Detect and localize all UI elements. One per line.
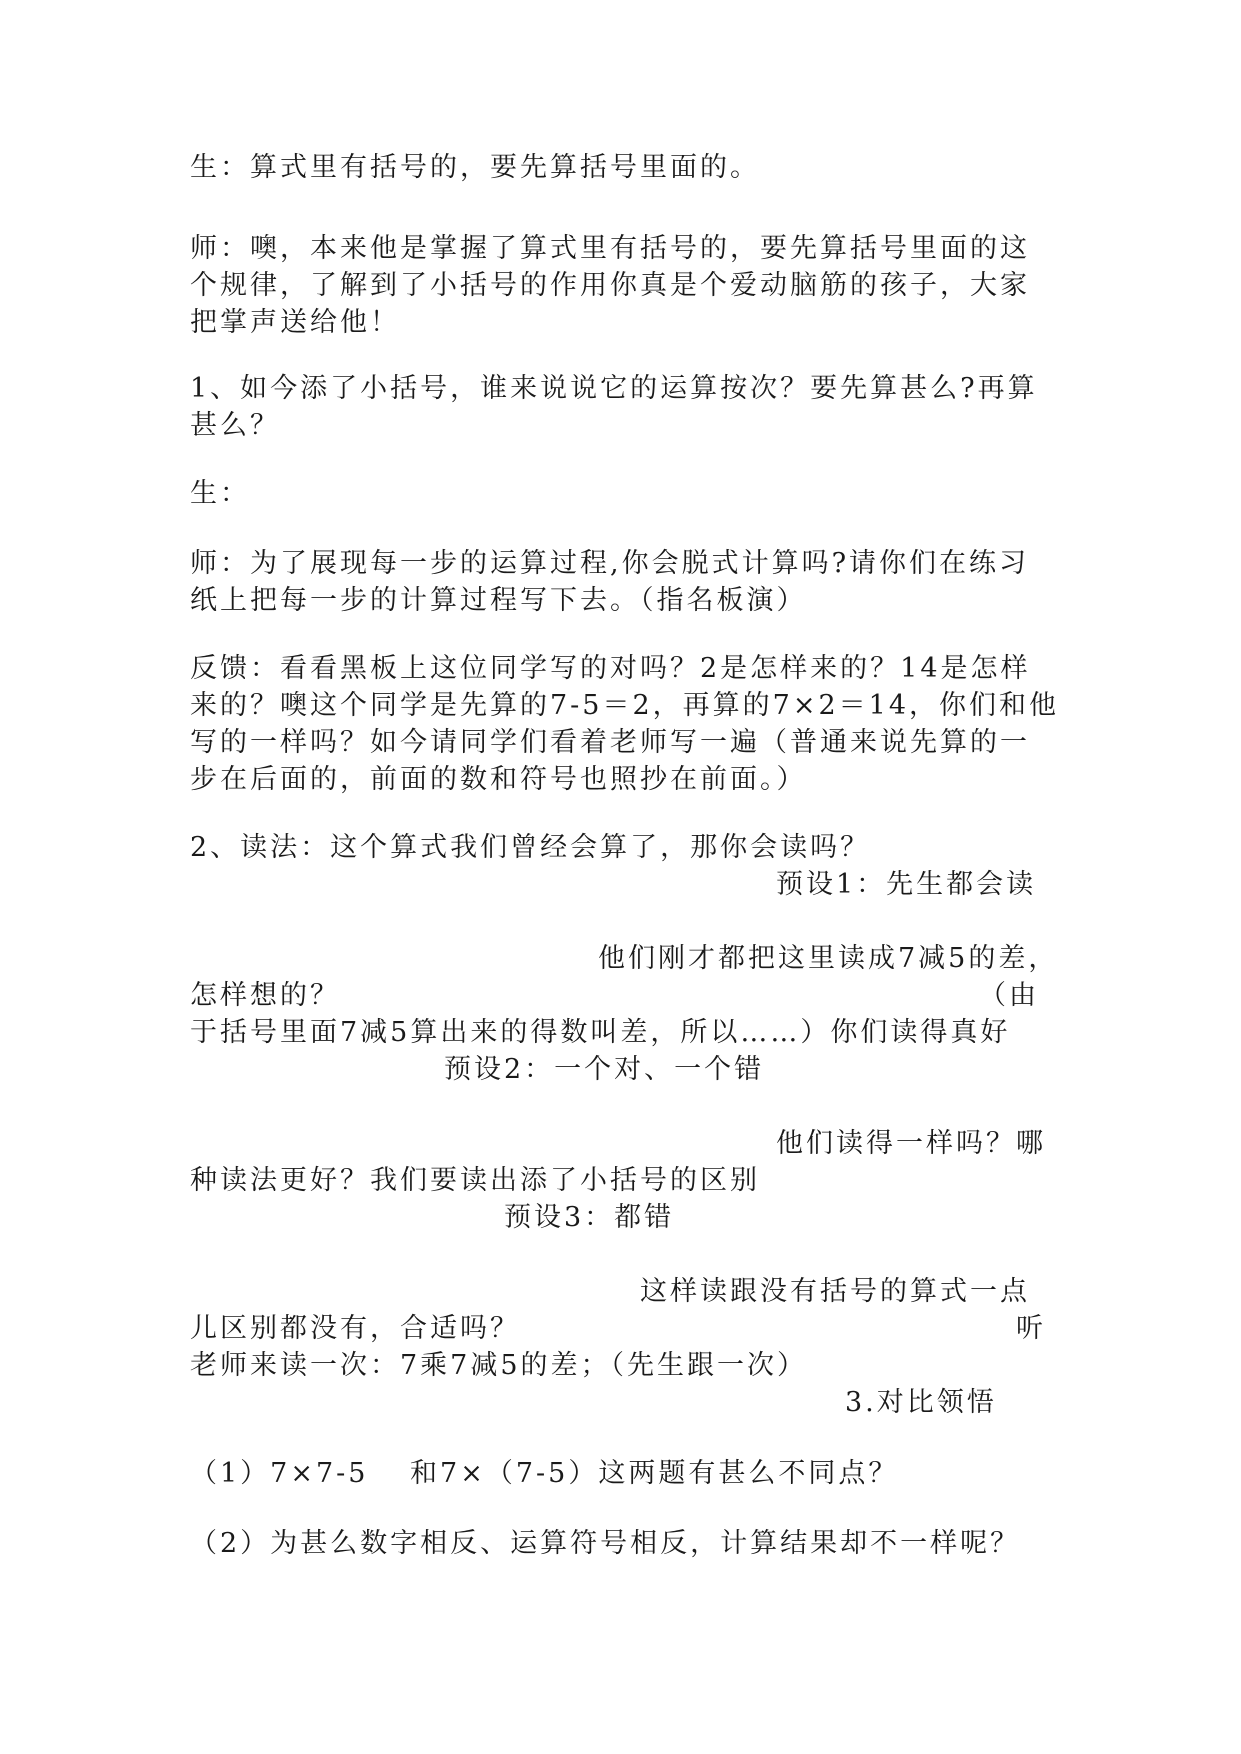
text-line: 师：噢，本来他是掌握了算式里有括号的，要先算括号里面的这 bbox=[190, 233, 1030, 264]
text-line: 听 bbox=[1016, 1313, 1046, 1344]
text-line: 于括号里面7减5算出来的得数叫差，所以……）你们读得真好 bbox=[190, 1017, 1011, 1048]
text-line: 纸上把每一步的计算过程写下去。（指名板演） bbox=[190, 585, 807, 616]
text-line: 老师来读一次：7乘7减5的差；（先生跟一次） bbox=[190, 1350, 808, 1381]
text-line: 反馈：看看黑板上这位同学写的对吗？2是怎样来的？14是怎样 bbox=[190, 653, 1031, 684]
text-line: 儿区别都没有，合适吗？ bbox=[190, 1313, 520, 1344]
text-line: 3.对比领悟 bbox=[845, 1387, 997, 1418]
text-line: 写的一样吗？如今请同学们看着老师写一遍（普通来说先算的一 bbox=[190, 727, 1030, 758]
text-line: 这样读跟没有括号的算式一点 bbox=[640, 1276, 1030, 1307]
text-line: 预设3：都错 bbox=[504, 1202, 675, 1233]
text-line: （由 bbox=[979, 980, 1039, 1011]
text-line: 把掌声送给他！ bbox=[190, 307, 400, 338]
text-line: 怎样想的？ bbox=[190, 980, 340, 1011]
text-line: （1）7×7-5 和7×（7-5）这两题有甚么不同点？ bbox=[190, 1458, 899, 1489]
text-line: 甚么？ bbox=[190, 410, 280, 441]
text-line: 预设2：一个对、一个错 bbox=[444, 1054, 765, 1085]
text-line: 2、读法：这个算式我们曾经会算了，那你会读吗？ bbox=[190, 832, 871, 863]
text-line: （2）为甚么数字相反、运算符号相反，计算结果却不一样呢？ bbox=[190, 1528, 1021, 1559]
text-line: 来的？噢这个同学是先算的7-5＝2，再算的7×2＝14，你们和他 bbox=[190, 690, 1059, 721]
text-line: 种读法更好？我们要读出添了小括号的区别 bbox=[190, 1165, 760, 1196]
text-line: 师：为了展现每一步的运算过程,你会脱式计算吗?请你们在练习 bbox=[190, 548, 1030, 579]
text-line: 生：算式里有括号的，要先算括号里面的。 bbox=[190, 152, 760, 183]
text-line: 他们刚才都把这里读成7减5的差， bbox=[598, 943, 1059, 974]
text-line: 生： bbox=[190, 478, 250, 509]
text-line: 步在后面的，前面的数和符号也照抄在前面。） bbox=[190, 764, 807, 795]
text-line: 预设1：先生都会读 bbox=[776, 869, 1037, 900]
text-line: 他们读得一样吗？哪 bbox=[776, 1128, 1046, 1159]
text-line: 个规律，了解到了小括号的作用你真是个爱动脑筋的孩子，大家 bbox=[190, 270, 1030, 301]
text-line: 1、如今添了小括号，谁来说说它的运算按次？要先算甚么?再算 bbox=[190, 373, 1038, 404]
